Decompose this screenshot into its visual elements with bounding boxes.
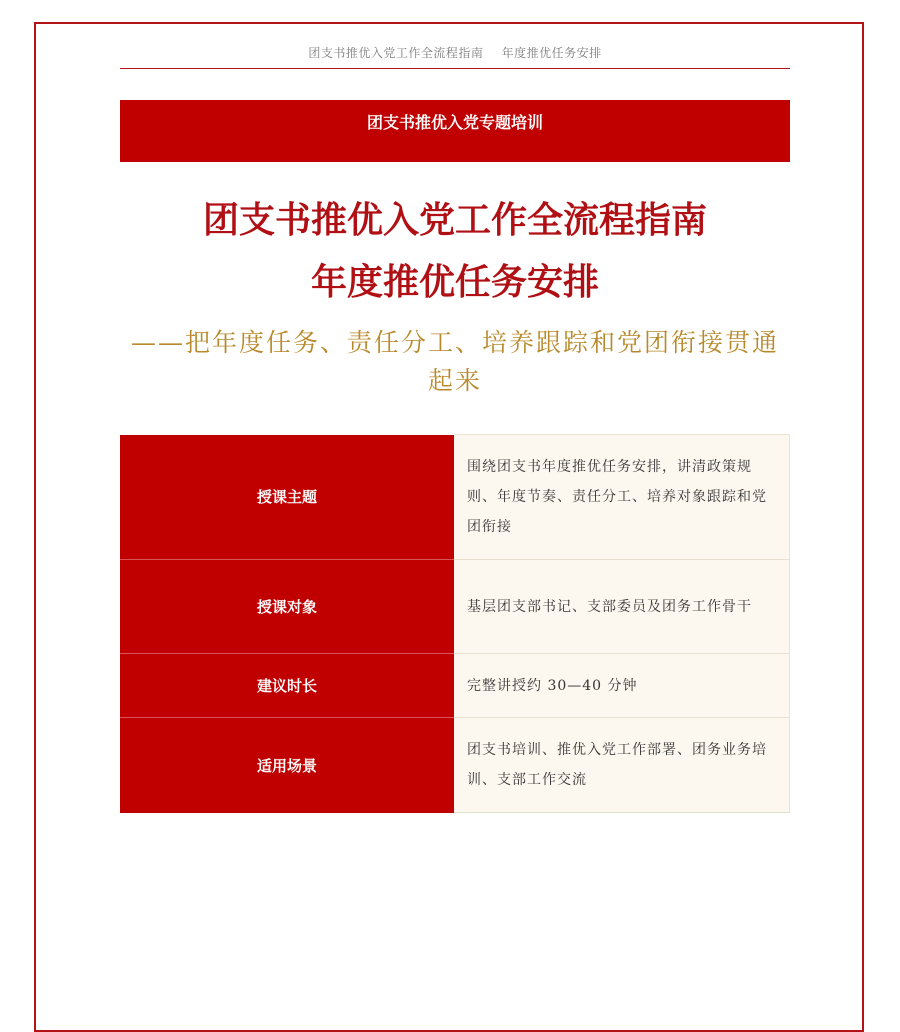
subtitle: ——把年度任务、责任分工、培养跟踪和党团衔接贯通起来 xyxy=(130,328,779,395)
row-value: 完整讲授约 30—40 分钟 xyxy=(454,654,790,718)
row-label: 授课对象 xyxy=(120,560,454,654)
banner-text: 团支书推优入党专题培训 xyxy=(366,113,543,132)
row-value: 团支书培训、推优入党工作部署、团务业务培训、支部工作交流 xyxy=(454,718,790,813)
table-row xyxy=(120,718,790,813)
page-title xyxy=(120,190,790,314)
running-header: 团支书推优入党工作全流程指南 年度推优任务安排 xyxy=(308,46,602,60)
row-value: 基层团支部书记、支部委员及团务工作骨干 xyxy=(454,560,790,654)
title-line-1: 团支书推优入党工作全流程指南 xyxy=(202,200,707,241)
info-table xyxy=(120,434,790,813)
header-rule xyxy=(120,68,790,69)
row-value: 围绕团支书年度推优任务安排，讲清政策规则、年度节奏、责任分工、培养对象跟踪和党团衔接 xyxy=(454,435,790,560)
row-label: 适用场景 xyxy=(120,718,454,813)
row-label: 授课主题 xyxy=(120,435,454,560)
table-row xyxy=(120,435,790,560)
banner xyxy=(120,100,790,162)
table-row xyxy=(120,654,790,718)
title-line-2: 年度推优任务安排 xyxy=(310,262,599,303)
table-row xyxy=(120,560,790,654)
row-label: 建议时长 xyxy=(120,654,454,718)
